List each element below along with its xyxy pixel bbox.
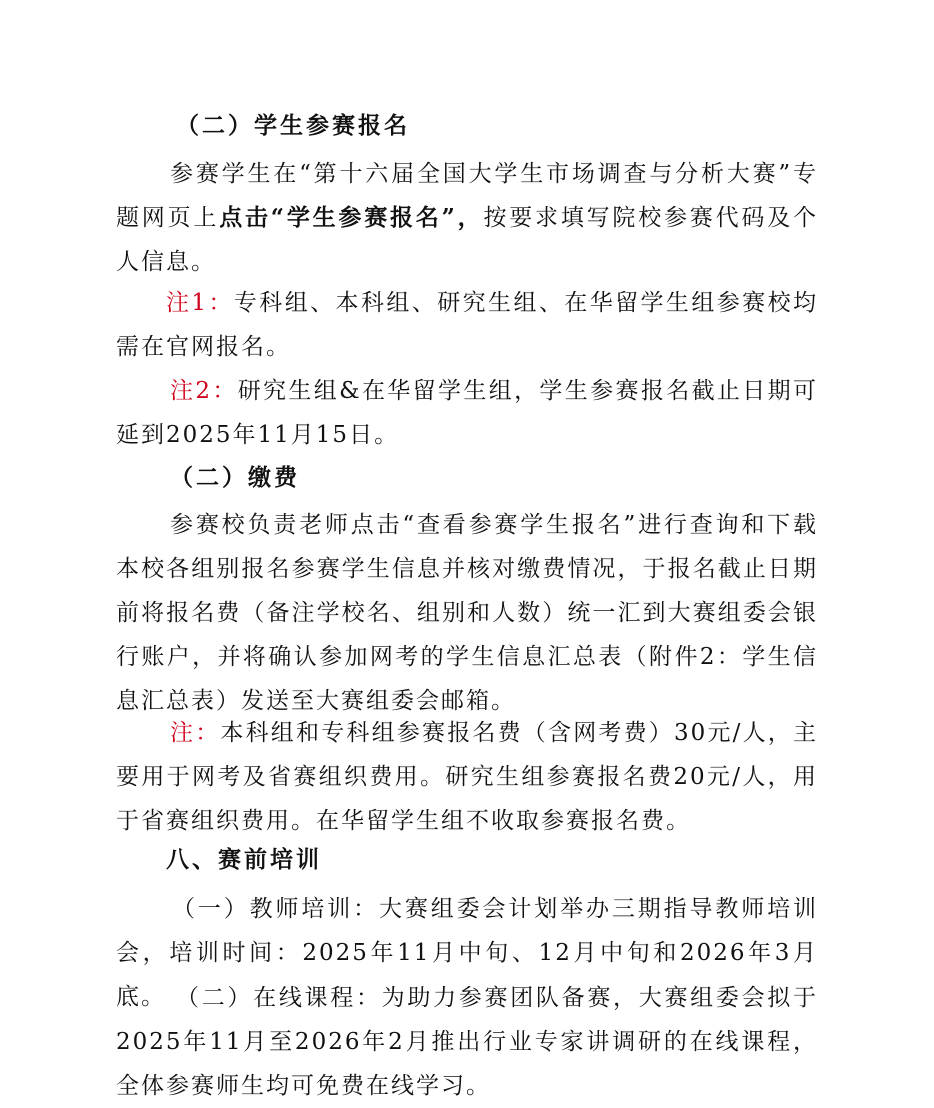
heading-payment <box>116 456 818 500</box>
heading-text: 八、赛前培训 <box>166 846 322 873</box>
paragraph-registration <box>116 152 818 284</box>
note-3 <box>116 711 818 843</box>
note-2-label: 注2： <box>170 378 238 404</box>
note-1 <box>116 281 818 369</box>
paragraph-online-course: （二）在线课程：为助力参赛团队备赛，大赛组委会拟于2025年11月至2026年2月推出行业专家讲调研的在线课程，全体参赛师生均可免费在线学习。 <box>116 985 818 1099</box>
note-2 <box>116 369 818 457</box>
note-3-text: 本科组和专科组参赛报名费（含网考费）30元/人，主要用于网考及省赛组织费用。研究生组参赛报名费20元/人，用于省赛组织费用。在华留学生组不收取参赛报名费。 <box>116 720 819 834</box>
note-1-label: 注1： <box>166 290 234 316</box>
heading-student-registration <box>116 104 818 148</box>
paragraph-payment: 参赛校负责老师点击“查看参赛学生报名”进行查询和下载本校各组别报名参赛学生信息并核对缴费情况，于报名截止日期前将报名费（备注学校名、组别和人数）统一汇到大赛组委会银行账户，并将确认参加网考的学生信息汇总表（附件2：学生信息汇总表）发送至大赛组委会邮箱。 <box>116 512 818 714</box>
heading-text: （二）学生参赛报名 <box>176 112 410 139</box>
heading-text: （二）缴费 <box>170 464 300 491</box>
registration-text-after: 按要求填写院校参赛代码及个人信息。 <box>116 205 819 275</box>
registration-text-bold: 点击“学生参赛报名”， <box>219 204 484 231</box>
note-1-text: 专科组、本科组、研究生组、在华留学生组参赛校均需在官网报名。 <box>116 290 819 360</box>
heading-pre-training <box>116 838 818 882</box>
paragraph-teacher-training: （一）教师培训：大赛组委会计划举办三期指导教师培训会，培训时间：2025年11月中旬、12月中旬和2026年3月底。 <box>116 896 818 1010</box>
note-3-label: 注： <box>170 720 221 746</box>
note-2-text: 研究生组&在华留学生组，学生参赛报名截止日期可延到2025年11月15日。 <box>116 378 818 448</box>
registration-text-before: 参赛学生在“第十六届全国大学生市场调查与分析大赛”专题网页上 <box>116 161 818 231</box>
